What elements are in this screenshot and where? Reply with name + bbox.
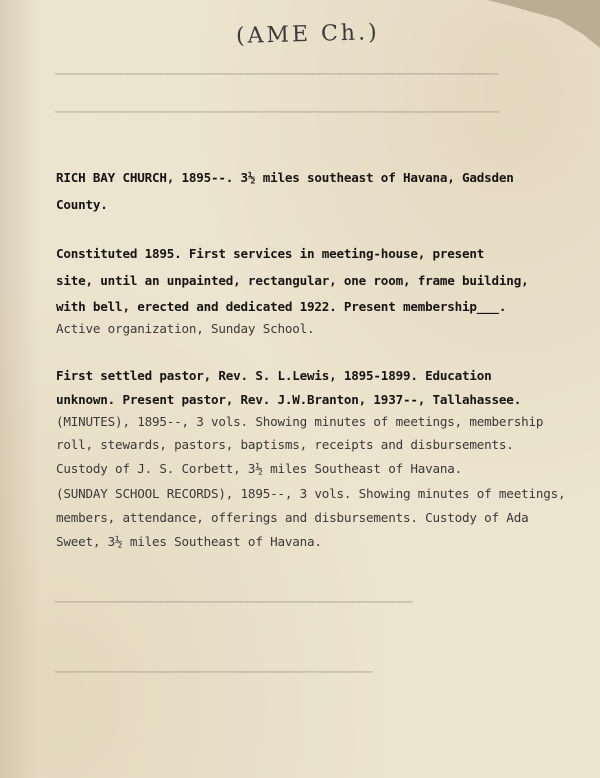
text-line: unknown. Present pastor, Rev. J.W.Branton, 1937--, Tallahassee. bbox=[56, 392, 522, 407]
text-line: with bell, erected and dedicated 1922. Present membership___. bbox=[56, 299, 507, 314]
bleed-through: ▁▁▁▁▁▁▁▁▁▁▁▁▁▁▁▁▁▁▁▁▁▁▁▁▁▁▁▁▁▁▁▁▁▁▁▁▁▁▁▁▁▁▁▁▁▁▁▁▁▁▁▁▁▁▁▁▁▁▁▁▁▁▁▁▁▁▁ bbox=[55, 100, 499, 113]
text-line: Active organization, Sunday School. bbox=[56, 321, 315, 336]
text-line: (SUNDAY SCHOOL RECORDS), 1895--, 3 vols. Showing minutes of meetings, bbox=[56, 486, 566, 501]
bleed-through: ▁▁▁▁▁▁▁▁▁▁▁▁▁▁▁▁▁▁▁▁▁▁▁▁▁▁▁▁▁▁▁▁▁▁▁▁▁▁▁▁▁▁▁▁▁▁▁▁▁▁▁▁▁▁▁▁▁▁▁▁▁▁▁▁▁▁▁ bbox=[55, 62, 499, 75]
torn-corner bbox=[450, 0, 600, 48]
text-line: Custody of J. S. Corbett, 3½ miles Southeast of Havana. bbox=[56, 461, 463, 476]
page-edge-shadow bbox=[0, 0, 40, 778]
text-line: Sweet, 3½ miles Southeast of Havana. bbox=[56, 534, 322, 549]
text-line: site, until an unpainted, rectangular, one room, frame building, bbox=[56, 273, 529, 288]
text-line: roll, stewards, pastors, baptisms, receipts and disbursements. bbox=[56, 437, 514, 452]
text-line: County. bbox=[56, 197, 108, 212]
bleed-through: ▁▁▁▁▁▁▁▁▁▁▁▁▁▁▁▁▁▁▁▁▁▁▁▁▁▁▁▁▁▁▁▁▁▁▁▁▁▁▁▁▁▁▁▁▁▁▁▁▁▁▁▁▁▁ bbox=[55, 590, 413, 603]
text-line: First settled pastor, Rev. S. L.Lewis, 1895-1899. Education bbox=[56, 368, 492, 383]
text-line: (MINUTES), 1895--, 3 vols. Showing minutes of meetings, membership bbox=[56, 414, 544, 429]
bleed-through: ▁▁▁▁▁▁▁▁▁▁▁▁▁▁▁▁▁▁▁▁▁▁▁▁▁▁▁▁▁▁▁▁▁▁▁▁▁▁▁▁▁▁▁▁▁▁▁▁ bbox=[55, 660, 373, 673]
text-line: members, attendance, offerings and disbursements. Custody of Ada bbox=[56, 510, 529, 525]
handwritten-note: (AME Ch.) bbox=[235, 20, 380, 49]
text-line: RICH BAY CHURCH, 1895--. 3½ miles southeast of Havana, Gadsden bbox=[56, 170, 514, 185]
text-line: Constituted 1895. First services in meeting-house, present bbox=[56, 246, 485, 261]
